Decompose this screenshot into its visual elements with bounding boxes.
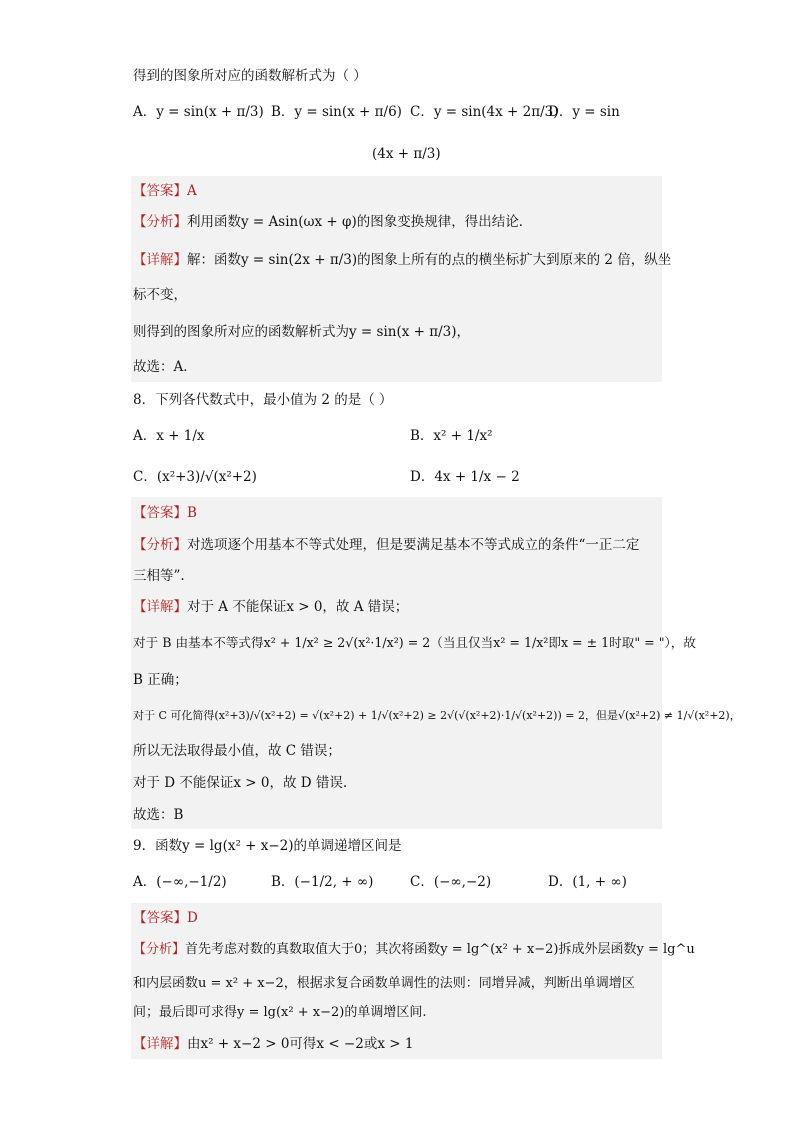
q7-option-b: B．y = sin(x + π/6) bbox=[271, 104, 402, 120]
q9-analysis-text-3: 间；最后即可求得y = lg(x² + x−2)的单调增区间. bbox=[133, 1005, 427, 1020]
q8-detail-text-2: 对于 B 由基本不等式得x² + 1/x² ≥ 2√(x²·1/x²) = 2（当且仅当x² = 1/x²即x = ± 1时取" = "），故 bbox=[133, 635, 696, 650]
q8-stem: 8．下列各代数式中，最小值为 2 的是（ ） bbox=[133, 392, 393, 408]
q7-analysis-label: 【分析】 bbox=[133, 214, 187, 230]
q9-analysis-text-1: 首先考虑对数的真数取值大于0；其次将函数y = lg^(x² + x−2)拆成外层函数y = lg^u bbox=[185, 942, 695, 957]
q8-analysis-label: 【分析】 bbox=[133, 537, 187, 553]
q8-option-a: A．x + 1/x bbox=[133, 428, 205, 444]
q7-solution-box bbox=[131, 176, 662, 382]
q7-detail-text-1: 解：函数y = sin(2x + π/3)的图象上所有的点的横坐标扩大到原来的 2 倍，纵坐 bbox=[187, 252, 672, 268]
q8-detail-text-5: 所以无法取得最小值，故 C 错误； bbox=[133, 743, 341, 759]
q9-analysis-label: 【分析】 bbox=[133, 942, 186, 957]
q8-detail bbox=[133, 597, 408, 617]
q7-analysis bbox=[133, 212, 532, 232]
q8-analysis-text-2: 三相等”. bbox=[133, 568, 185, 584]
q9-analysis bbox=[133, 940, 695, 960]
q7-answer: 【答案】A bbox=[133, 183, 197, 199]
q7-analysis-text: 利用函数y = Asin(ωx + φ)的图象变换规律，得出结论． bbox=[187, 214, 533, 230]
q8-detail-label: 【详解】 bbox=[133, 599, 187, 615]
q7-detail-label: 【详解】 bbox=[133, 252, 187, 268]
q8-option-c: C．(x²+3)/√(x²+2) bbox=[133, 469, 257, 485]
q7-detail bbox=[133, 250, 671, 270]
q7-option-d-continued: (4x + π/3) bbox=[372, 146, 441, 162]
q9-option-c: C．(−∞,−2) bbox=[410, 874, 492, 890]
q8-analysis bbox=[133, 535, 639, 555]
q9-detail-text-1: 由x² + x−2 > 0可得x < −2或x > 1 bbox=[187, 1036, 414, 1052]
q8-option-b: B．x² + 1/x² bbox=[410, 428, 493, 444]
q8-choose: 故选：B bbox=[133, 807, 184, 823]
q7-option-c: C．y = sin(4x + 2π/3) bbox=[410, 104, 559, 120]
q8-detail-text-3: B 正确； bbox=[133, 672, 188, 688]
q8-analysis-text-1: 对选项逐个用基本不等式处理，但是要满足基本不等式成立的条件“一正二定 bbox=[187, 537, 640, 553]
q7-option-d: D．y = sin bbox=[548, 104, 620, 120]
q7-detail-text-2: 标不变， bbox=[133, 287, 187, 303]
q8-option-d: D．4x + 1/x − 2 bbox=[410, 469, 520, 485]
q9-answer: 【答案】D bbox=[133, 910, 198, 926]
q9-detail-label: 【详解】 bbox=[133, 1036, 187, 1052]
q7-detail-text-3: 则得到的图象所对应的函数解析式为y = sin(x + π/3)， bbox=[133, 324, 471, 340]
q9-detail bbox=[133, 1034, 413, 1054]
q7-stem: 得到的图象所对应的函数解析式为（ ） bbox=[133, 68, 367, 84]
q8-detail-text-4: 对于 C 可化简得(x²+3)/√(x²+2) = √(x²+2) + 1/√(x²+2) ≥ 2√(√(x²+2)·1/√(x²+2)) = 2，但是√(x²+2) ≠ 1/√(x²+2)， bbox=[133, 709, 741, 722]
q9-stem: 9．函数y = lg(x² + x−2)的单调递增区间是 bbox=[133, 838, 402, 854]
q9-option-d: D．(1, + ∞) bbox=[548, 874, 627, 890]
q7-option-a: A．y = sin(x + π/3) bbox=[133, 104, 264, 120]
q9-analysis-text-2: 和内层函数u = x² + x−2，根据求复合函数单调性的法则：同增异减，判断出单调增区 bbox=[133, 976, 635, 991]
q9-option-b: B．(−1/2, + ∞) bbox=[271, 874, 374, 890]
q8-detail-text-1: 对于 A 不能保证x > 0，故 A 错误； bbox=[187, 599, 409, 615]
q9-option-a: A．(−∞,−1/2) bbox=[133, 874, 227, 890]
q7-choose: 故选：A． bbox=[133, 359, 197, 375]
q8-detail-text-6: 对于 D 不能保证x > 0，故 D 错误. bbox=[133, 775, 348, 791]
q8-answer: 【答案】B bbox=[133, 505, 197, 521]
